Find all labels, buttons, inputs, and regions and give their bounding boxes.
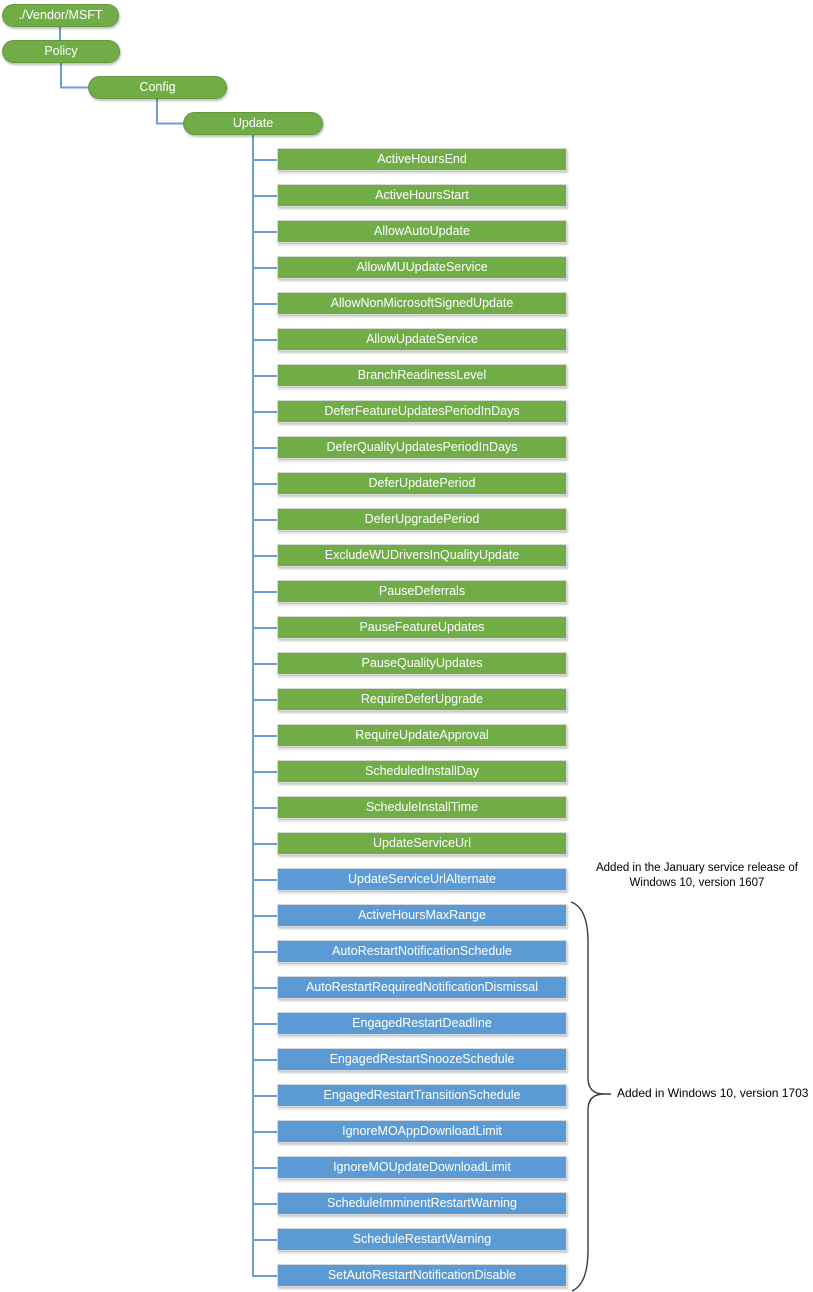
- node-config: Config: [88, 76, 227, 99]
- tree-node: EngagedRestartTransitionSchedule: [277, 1084, 567, 1107]
- annotation-1607: [577, 861, 813, 891]
- tree-node: AutoRestartNotificationSchedule: [277, 940, 567, 963]
- tree-node: ActiveHoursStart: [277, 184, 567, 207]
- brace-1703: [571, 902, 611, 1291]
- tree-node: RequireUpdateApproval: [277, 724, 567, 747]
- tree-node: RequireDeferUpgrade: [277, 688, 567, 711]
- tree-node: DeferQualityUpdatesPeriodInDays: [277, 436, 567, 459]
- tree-node: PauseDeferrals: [277, 580, 567, 603]
- tree-node: AllowAutoUpdate: [277, 220, 567, 243]
- tree-node: ScheduledInstallDay: [277, 760, 567, 783]
- annotation-1607-line1: Added in the January service release of: [595, 862, 798, 874]
- node-update: Update: [183, 112, 323, 135]
- tree-node: ActiveHoursEnd: [277, 148, 567, 171]
- tree-node: PauseQualityUpdates: [277, 652, 567, 675]
- tree-node: AutoRestartRequiredNotificationDismissal: [277, 976, 567, 999]
- tree-node: PauseFeatureUpdates: [277, 616, 567, 639]
- tree-node: BranchReadinessLevel: [277, 364, 567, 387]
- node-policy: Policy: [2, 40, 120, 63]
- node-vendor-msft: ./Vendor/MSFT: [2, 4, 119, 27]
- tree-node: ActiveHoursMaxRange: [277, 904, 567, 927]
- tree-node: ExcludeWUDriversInQualityUpdate: [277, 544, 567, 567]
- tree-node: UpdateServiceUrl: [277, 832, 567, 855]
- tree-node: AllowNonMicrosoftSignedUpdate: [277, 292, 567, 315]
- tree-connectors-path: [60, 27, 277, 1276]
- tree-node: EngagedRestartSnoozeSchedule: [277, 1048, 567, 1071]
- tree-node: EngagedRestartDeadline: [277, 1012, 567, 1035]
- tree-node: ScheduleRestartWarning: [277, 1228, 567, 1251]
- tree-node: SetAutoRestartNotificationDisable: [277, 1264, 567, 1287]
- tree-node: ScheduleInstallTime: [277, 796, 567, 819]
- tree-node: UpdateServiceUrlAlternate: [277, 868, 567, 891]
- tree-node: IgnoreMOUpdateDownloadLimit: [277, 1156, 567, 1179]
- tree-node: ScheduleImminentRestartWarning: [277, 1192, 567, 1215]
- tree-node: IgnoreMOAppDownloadLimit: [277, 1120, 567, 1143]
- annotation-1607-line2: Windows 10, version 1607: [629, 877, 765, 889]
- tree-node: AllowUpdateService: [277, 328, 567, 351]
- tree-node: AllowMUUpdateService: [277, 256, 567, 279]
- tree-node: DeferUpgradePeriod: [277, 508, 567, 531]
- annotation-1703: Added in Windows 10, version 1703: [617, 1086, 809, 1100]
- tree-node: DeferFeatureUpdatesPeriodInDays: [277, 400, 567, 423]
- tree-node: DeferUpdatePeriod: [277, 472, 567, 495]
